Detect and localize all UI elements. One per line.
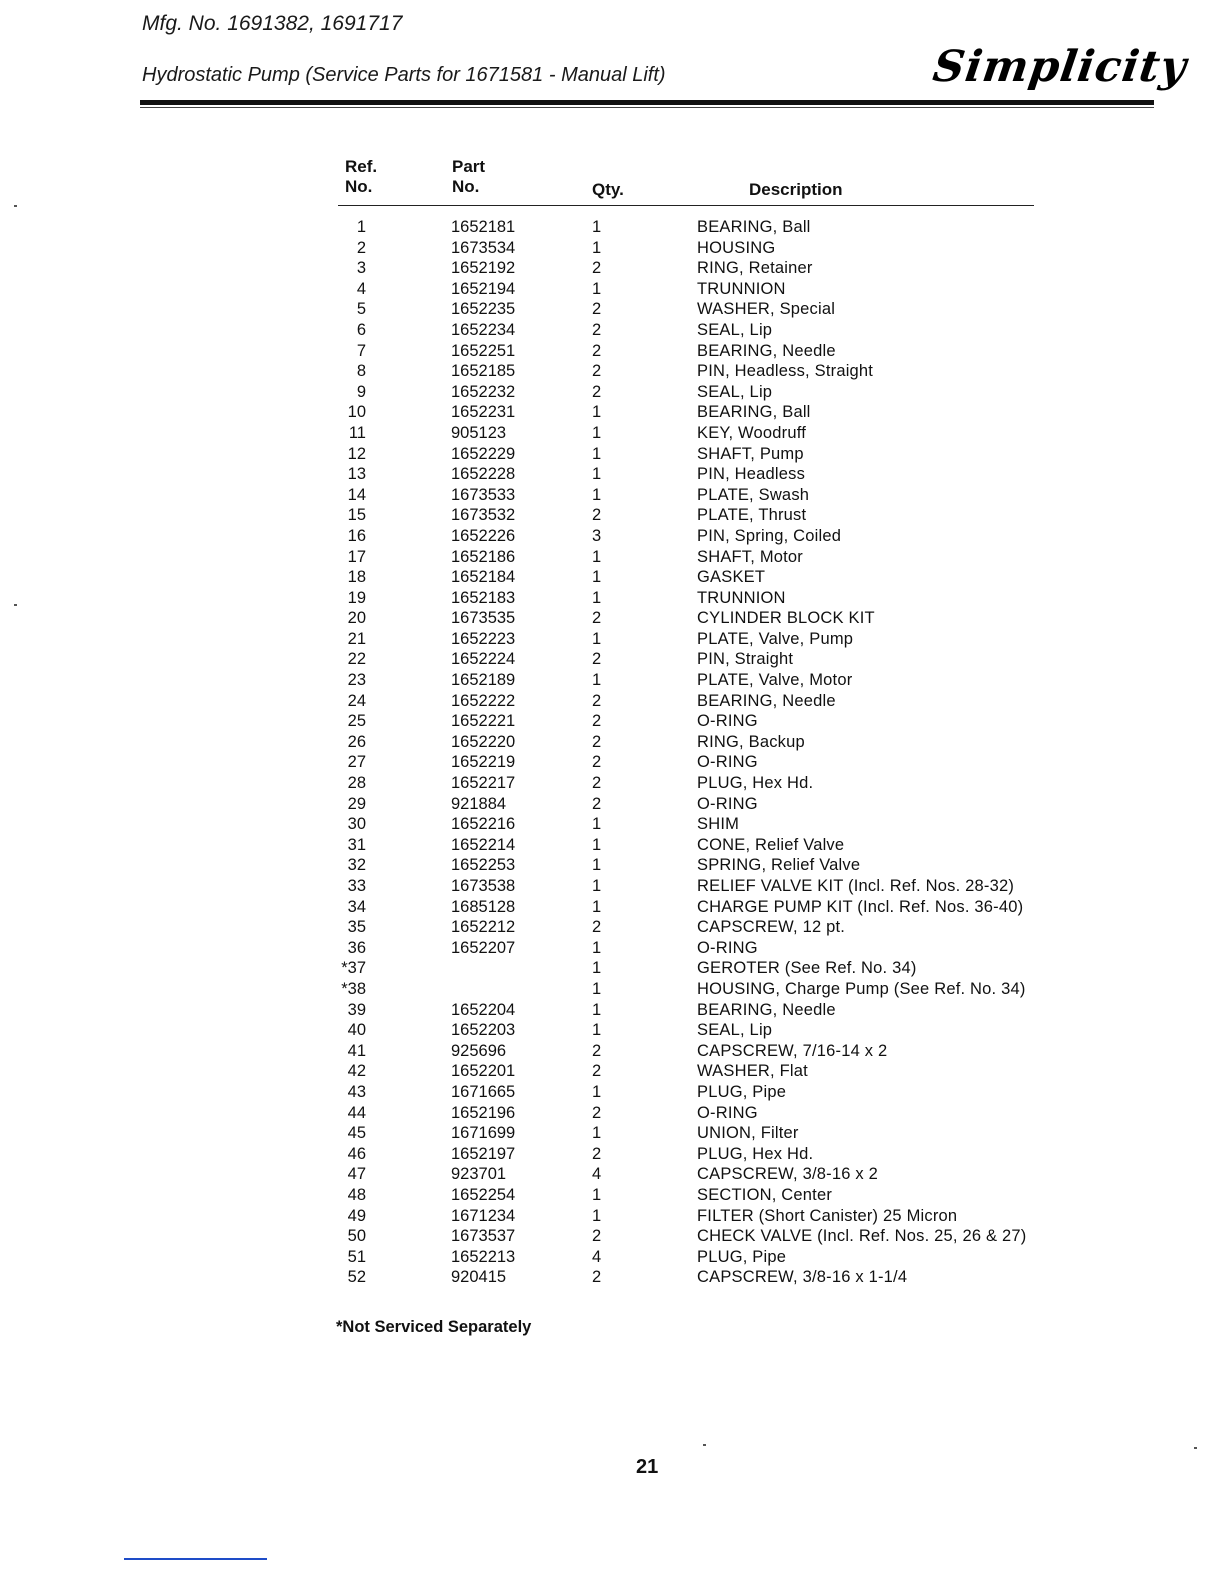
ref-number: 49: [347, 1206, 366, 1225]
footnote: *Not Serviced Separately: [336, 1318, 532, 1336]
part-number: 1652216: [451, 815, 516, 834]
part-number: 1652254: [451, 1185, 516, 1204]
ref-number: 9: [356, 382, 366, 401]
description: PLUG, Pipe: [697, 1247, 787, 1266]
description: CHECK VALVE (Incl. Ref. Nos. 25, 26 & 27): [697, 1227, 1027, 1246]
quantity: 1: [592, 403, 602, 422]
description: PIN, Spring, Coiled: [697, 526, 842, 545]
quantity: 1: [592, 1185, 602, 1204]
quantity: 2: [592, 300, 602, 319]
part-number: 920415: [451, 1268, 507, 1287]
ref-number: 7: [356, 341, 366, 360]
header-divider: [140, 100, 1154, 105]
description: RELIEF VALVE KIT (Incl. Ref. Nos. 28-32): [697, 877, 1015, 895]
table-row: [0, 568, 1224, 589]
description: UNION, Filter: [697, 1124, 799, 1143]
description: CHARGE PUMP KIT (Incl. Ref. Nos. 36-40): [697, 897, 1024, 916]
table-row: [0, 362, 1224, 383]
quantity: 1: [592, 877, 602, 895]
quantity: 1: [592, 1082, 602, 1101]
quantity: 1: [592, 547, 602, 566]
ref-number: 28: [347, 774, 366, 793]
column-header-part: Part No.: [452, 157, 486, 196]
description: CAPSCREW, 3/8-16 x 2: [697, 1165, 878, 1184]
quantity: 4: [592, 1247, 602, 1266]
table-row: [0, 630, 1224, 651]
part-number: 1652223: [451, 629, 516, 648]
ref-number: *38: [341, 979, 366, 998]
table-row: [0, 486, 1224, 507]
quantity: 2: [592, 712, 602, 731]
quantity: 1: [592, 1000, 602, 1019]
part-number: 1673538: [451, 877, 516, 895]
table-row: [0, 218, 1224, 239]
part-number: 1652184: [451, 568, 516, 587]
table-row: [0, 1268, 1224, 1289]
quantity: 2: [592, 1227, 602, 1246]
ref-number: 15: [347, 506, 366, 525]
part-number: 1652196: [451, 1103, 516, 1122]
table-row: [0, 1227, 1224, 1248]
quantity: 1: [592, 444, 602, 463]
quantity: 1: [592, 671, 602, 690]
table-row: [0, 898, 1224, 919]
table-row: [0, 1042, 1224, 1063]
ref-number: 18: [347, 568, 366, 587]
quantity: 2: [592, 650, 602, 669]
ref-number: 26: [347, 732, 366, 751]
part-number: 1652226: [451, 526, 516, 545]
mfg-number: Mfg. No. 1691382, 1691717: [142, 12, 403, 35]
table-row: [0, 1062, 1224, 1083]
ref-number: 30: [347, 815, 366, 834]
quantity: 1: [592, 938, 602, 957]
part-number: 1652189: [451, 671, 516, 690]
description: BEARING, Needle: [697, 1000, 836, 1019]
description: PIN, Headless: [697, 465, 806, 484]
table-row: [0, 1165, 1224, 1186]
table-row: [0, 280, 1224, 301]
table-row: [0, 877, 1224, 898]
ref-number: 46: [347, 1144, 366, 1163]
table-row: [0, 239, 1224, 260]
part-number: 1652192: [451, 259, 516, 278]
part-number: 1652201: [451, 1062, 516, 1081]
quantity: 1: [592, 979, 602, 998]
ref-number: 16: [347, 526, 366, 545]
description: GEROTER (See Ref. No. 34): [697, 959, 917, 978]
part-number: 925696: [451, 1041, 507, 1060]
table-row: [0, 609, 1224, 630]
description: CAPSCREW, 3/8-16 x 1-1/4: [697, 1268, 908, 1287]
description: WASHER, Special: [697, 300, 836, 319]
ref-number: 25: [347, 712, 366, 731]
table-row: [0, 1207, 1224, 1228]
part-number: 1673537: [451, 1227, 516, 1246]
ref-number: 39: [347, 1000, 366, 1019]
table-row: [0, 712, 1224, 733]
description: BEARING, Needle: [697, 341, 836, 360]
description: PLATE, Swash: [697, 485, 810, 504]
quantity: 4: [592, 1165, 602, 1184]
ref-number: 34: [347, 897, 366, 916]
description: O-RING: [697, 712, 758, 731]
quantity: 2: [592, 691, 602, 710]
part-number: 1671234: [451, 1206, 516, 1225]
description: TRUNNION: [697, 279, 786, 298]
simplicity-logo: Simplicity: [930, 42, 1191, 92]
ref-number: 31: [347, 835, 366, 854]
table-row: [0, 506, 1224, 527]
quantity: 1: [592, 815, 602, 834]
description: FILTER (Short Canister) 25 Micron: [697, 1206, 958, 1225]
part-number: 921884: [451, 794, 507, 813]
scan-speck: [14, 205, 17, 207]
part-number: 1652217: [451, 774, 516, 793]
description: RING, Retainer: [697, 259, 813, 278]
part-number: 1673535: [451, 609, 516, 628]
table-row: [0, 692, 1224, 713]
ref-number: 43: [347, 1082, 366, 1101]
scan-speck: [703, 1444, 706, 1446]
description: PLATE, Thrust: [697, 506, 807, 525]
description: SECTION, Center: [697, 1185, 833, 1204]
quantity: 2: [592, 794, 602, 813]
description: SEAL, Lip: [697, 382, 773, 401]
quantity: 2: [592, 918, 602, 937]
table-row: [0, 836, 1224, 857]
description: TRUNNION: [697, 588, 786, 607]
part-number: 1652228: [451, 465, 516, 484]
part-number: 1652253: [451, 856, 516, 875]
table-row: [0, 1124, 1224, 1145]
part-number: 1685128: [451, 897, 516, 916]
quantity: 2: [592, 362, 602, 381]
parts-list: [0, 218, 1224, 1289]
page-subtitle: Hydrostatic Pump (Service Parts for 1671581 - Manual Lift): [142, 64, 666, 86]
quantity: 2: [592, 1268, 602, 1287]
part-number: 1652222: [451, 691, 516, 710]
description: HOUSING: [697, 238, 776, 257]
quantity: 2: [592, 1062, 602, 1081]
table-row: [0, 918, 1224, 939]
part-number: 923701: [451, 1165, 507, 1184]
part-number: 1673533: [451, 485, 516, 504]
description: BEARING, Ball: [697, 218, 811, 236]
table-row: [0, 1001, 1224, 1022]
table-row: [0, 1248, 1224, 1269]
table-row: [0, 1083, 1224, 1104]
description: PLUG, Hex Hd.: [697, 774, 814, 793]
quantity: 1: [592, 835, 602, 854]
ref-number: 50: [347, 1227, 366, 1246]
table-row: [0, 424, 1224, 445]
quantity: 1: [592, 279, 602, 298]
quantity: 1: [592, 238, 602, 257]
description: O-RING: [697, 753, 758, 772]
part-number: 1652220: [451, 732, 516, 751]
description: BEARING, Ball: [697, 403, 811, 422]
table-row: [0, 980, 1224, 1001]
part-number: 1652194: [451, 279, 516, 298]
description: CYLINDER BLOCK KIT: [697, 609, 875, 628]
table-row: [0, 300, 1224, 321]
quantity: 1: [592, 588, 602, 607]
ref-number: 40: [347, 1021, 366, 1040]
part-number: 1652251: [451, 341, 516, 360]
quantity: 2: [592, 320, 602, 339]
description: SPRING, Relief Valve: [697, 856, 861, 875]
table-row: [0, 671, 1224, 692]
ref-number: 14: [347, 485, 366, 504]
description: SHAFT, Pump: [697, 444, 804, 463]
part-number: 1652214: [451, 835, 516, 854]
ref-number: 42: [347, 1062, 366, 1081]
part-number: 1652197: [451, 1144, 516, 1163]
ref-number: 21: [347, 629, 366, 648]
part-number: 1652232: [451, 382, 516, 401]
table-row: [0, 650, 1224, 671]
ref-number: 20: [347, 609, 366, 628]
ref-number: 17: [347, 547, 366, 566]
ref-number: 12: [347, 444, 366, 463]
table-row: [0, 465, 1224, 486]
ref-number: 47: [347, 1165, 366, 1184]
ref-number: 22: [347, 650, 366, 669]
table-header-divider: [338, 205, 1034, 206]
description: SEAL, Lip: [697, 320, 773, 339]
table-row: [0, 589, 1224, 610]
description: PIN, Headless, Straight: [697, 362, 874, 381]
part-number: 1652224: [451, 650, 516, 669]
table-row: [0, 815, 1224, 836]
quantity: 1: [592, 856, 602, 875]
quantity: 2: [592, 1144, 602, 1163]
part-number: 1673532: [451, 506, 516, 525]
ref-number: 48: [347, 1185, 366, 1204]
part-number: 1652186: [451, 547, 516, 566]
quantity: 2: [592, 1103, 602, 1122]
scan-speck: [1194, 1447, 1197, 1449]
part-number: 1652207: [451, 938, 516, 957]
quantity: 1: [592, 1124, 602, 1143]
header-divider-thin: [140, 107, 1154, 108]
table-row: [0, 527, 1224, 548]
bottom-link-underline: [124, 1558, 267, 1560]
part-number: 905123: [451, 423, 507, 442]
ref-number: 29: [347, 794, 366, 813]
table-row: [0, 939, 1224, 960]
ref-number: 33: [347, 877, 366, 895]
table-row: [0, 1186, 1224, 1207]
table-row: [0, 795, 1224, 816]
ref-number: 41: [347, 1041, 366, 1060]
ref-number: 6: [356, 320, 366, 339]
ref-number: 19: [347, 588, 366, 607]
ref-number: 45: [347, 1124, 366, 1143]
quantity: 2: [592, 732, 602, 751]
description: CONE, Relief Valve: [697, 835, 845, 854]
part-number: 1652185: [451, 362, 516, 381]
ref-number: 52: [347, 1268, 366, 1287]
description: PLATE, Valve, Pump: [697, 629, 854, 648]
description: PIN, Straight: [697, 650, 794, 669]
part-number: 1652203: [451, 1021, 516, 1040]
part-number: 1652213: [451, 1247, 516, 1266]
part-number: 1652181: [451, 218, 516, 236]
ref-number: 4: [356, 279, 366, 298]
quantity: 2: [592, 753, 602, 772]
ref-number: 3: [356, 259, 366, 278]
quantity: 3: [592, 526, 602, 545]
column-header-description: Description: [749, 180, 843, 199]
quantity: 2: [592, 506, 602, 525]
part-number: 1652221: [451, 712, 516, 731]
ref-number: 51: [347, 1247, 366, 1266]
quantity: 2: [592, 774, 602, 793]
page-number: 21: [636, 1456, 659, 1478]
description: SHIM: [697, 815, 740, 834]
description: O-RING: [697, 1103, 758, 1122]
quantity: 1: [592, 1206, 602, 1225]
quantity: 2: [592, 609, 602, 628]
part-number: 1652231: [451, 403, 516, 422]
part-number: 1652234: [451, 320, 516, 339]
part-number: 1652229: [451, 444, 516, 463]
column-header-ref: Ref. No.: [345, 157, 378, 196]
description: CAPSCREW, 7/16-14 x 2: [697, 1041, 888, 1060]
table-row: [0, 383, 1224, 404]
part-number: 1652204: [451, 1000, 516, 1019]
ref-number: 2: [356, 238, 366, 257]
ref-number: 5: [356, 300, 366, 319]
description: SHAFT, Motor: [697, 547, 804, 566]
ref-number: 44: [347, 1103, 366, 1122]
ref-number: 27: [347, 753, 366, 772]
description: PLUG, Hex Hd.: [697, 1144, 814, 1163]
table-row: [0, 403, 1224, 424]
table-row: [0, 856, 1224, 877]
part-number: 1671699: [451, 1124, 516, 1143]
table-row: [0, 548, 1224, 569]
ref-number: 36: [347, 938, 366, 957]
quantity: 2: [592, 259, 602, 278]
description: BEARING, Needle: [697, 691, 836, 710]
quantity: 1: [592, 1021, 602, 1040]
part-number: 1673534: [451, 238, 516, 257]
table-row: [0, 774, 1224, 795]
column-header-qty: Qty.: [592, 180, 624, 199]
table-row: [0, 1104, 1224, 1125]
ref-number: 32: [347, 856, 366, 875]
ref-number: 10: [347, 403, 366, 422]
part-number: 1671665: [451, 1082, 516, 1101]
ref-number: 35: [347, 918, 366, 937]
quantity: 1: [592, 465, 602, 484]
quantity: 1: [592, 897, 602, 916]
table-row: [0, 753, 1224, 774]
description: HOUSING, Charge Pump (See Ref. No. 34): [697, 979, 1026, 998]
table-row: [0, 321, 1224, 342]
quantity: 1: [592, 629, 602, 648]
quantity: 1: [592, 959, 602, 978]
part-number: 1652183: [451, 588, 516, 607]
ref-number: *37: [341, 959, 366, 978]
ref-number: 11: [348, 423, 366, 442]
description: RING, Backup: [697, 732, 805, 751]
description: GASKET: [697, 568, 766, 587]
quantity: 1: [592, 423, 602, 442]
ref-number: 13: [347, 465, 366, 484]
table-row: [0, 733, 1224, 754]
description: PLATE, Valve, Motor: [697, 671, 853, 690]
table-row: [0, 1145, 1224, 1166]
ref-number: 23: [347, 671, 366, 690]
description: PLUG, Pipe: [697, 1082, 787, 1101]
description: SEAL, Lip: [697, 1021, 773, 1040]
ref-number: 24: [347, 691, 366, 710]
description: KEY, Woodruff: [697, 423, 807, 442]
table-row: [0, 342, 1224, 363]
table-row: [0, 445, 1224, 466]
quantity: 2: [592, 1041, 602, 1060]
quantity: 2: [592, 382, 602, 401]
part-number: 1652212: [451, 918, 516, 937]
table-row: [0, 959, 1224, 980]
quantity: 1: [592, 568, 602, 587]
part-number: 1652219: [451, 753, 516, 772]
description: WASHER, Flat: [697, 1062, 808, 1081]
description: CAPSCREW, 12 pt.: [697, 918, 846, 937]
quantity: 1: [592, 218, 602, 236]
description: O-RING: [697, 938, 758, 957]
part-number: 1652235: [451, 300, 516, 319]
table-row: [0, 1021, 1224, 1042]
quantity: 2: [592, 341, 602, 360]
ref-number: 1: [356, 218, 366, 236]
quantity: 1: [592, 485, 602, 504]
table-row: [0, 259, 1224, 280]
ref-number: 8: [356, 362, 366, 381]
description: O-RING: [697, 794, 758, 813]
